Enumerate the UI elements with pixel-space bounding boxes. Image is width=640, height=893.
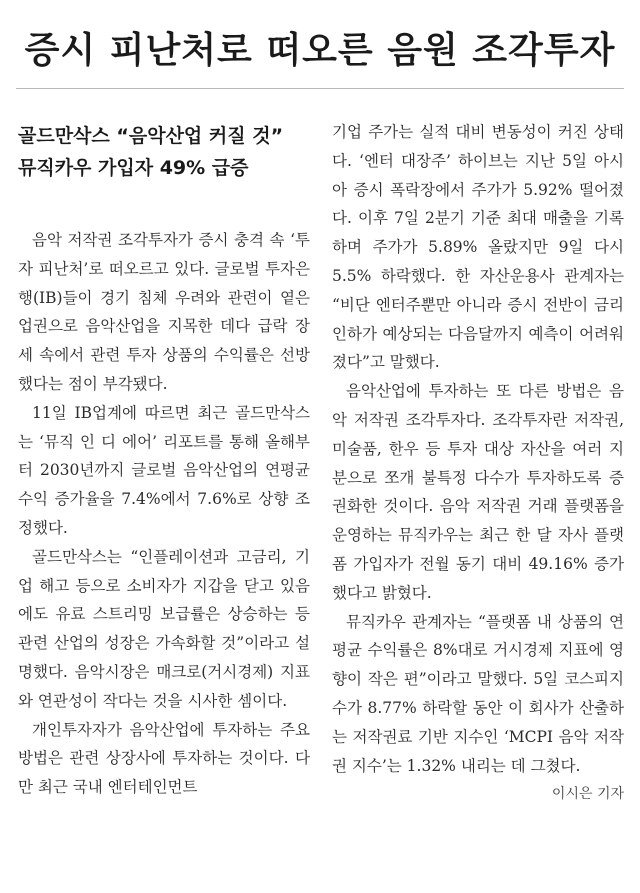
paragraph: 음악산업에 투자하는 또 다른 방법은 음악 저작권 조각투자다. 조각투자란 저작권, 미술품, 한우 등 투자 대상 자산을 여러 지분으로 쪼개 불특정 다수가 투자하도록 증권화한 것이다. 음악 저작권 거래 플랫폼을 운영하는 뮤직카우는 최근 한 달 자사 플랫폼 가입자가 전월 동기 대비 49.16% 증가했다고 밝혔다. [332, 382, 624, 602]
headline-divider [16, 88, 624, 89]
paragraph-text: 뮤직카우 관계자는 “플랫폼 내 상품의 연평균 수익률은 8%대로 거시경제 지표에 영향이 작은 편”이라고 말했다. 5일 코스피지수가 8.77% 하락할 동안 이 회사가 산출하는 저작권료 기반 지수인 ‘MCPI 음악 저작권 지수’는 1.32% 내리는 데 그쳤다. [332, 612, 624, 775]
subheadline [18, 120, 310, 184]
subheadline-line-1: 골드만삭스 “음악산업 커질 것” [18, 125, 284, 147]
paragraph: 음악 저작권 조각투자가 증시 충격 속 ‘투자 피난처’로 떠오르고 있다. 글로벌 투자은행(IB)들이 경기 침체 우려와 관련이 옅은 업권으로 음악산업을 지목한 데다 급락 장세 속에서 관련 투자 상품의 수익률은 선방했다는 점이 부각됐다. [18, 231, 310, 393]
article-left-column [18, 118, 310, 802]
article-right-column [332, 118, 624, 809]
headline: 증시 피난처로 떠오른 음원 조각투자 [24, 29, 616, 71]
paragraph: 기업 주가는 실적 대비 변동성이 커진 상태다. ‘엔터 대장주’ 하이브는 지난 5일 아시아 증시 폭락장에서 주가가 5.92% 떨어졌다. 이후 7일 2분기 기준 최대 매출을 기록하며 주가가 5.89% 올랐지만 9일 다시 5.5% 하락했다. 한 자산운용사 관계자는 “비단 엔터주뿐만 아니라 증시 전반이 금리 인하가 예상되는 다음달까지 예측이 어려워졌다”고 말했다. [332, 123, 624, 372]
byline: 이시은 기자 [551, 786, 624, 803]
subheadline-line-2: 뮤직카우 가입자 49% 급증 [18, 157, 249, 179]
paragraph-last [332, 608, 624, 803]
paragraph: 골드만삭스는 “인플레이션과 고금리, 기업 해고 등으로 소비자가 지갑을 닫고 있음에도 유료 스트리밍 보급률은 상승하는 등 관련 산업의 성장은 가속화할 것”이라고 설명했다. 음악시장은 매크로(거시경제) 지표와 연관성이 작다는 것을 시사한 셈이다. [18, 547, 310, 710]
paragraph: 개인투자자가 음악산업에 투자하는 주요 방법은 관련 상장사에 투자하는 것이다. 다만 최근 국내 엔터테인먼트 [18, 720, 310, 797]
paragraph: 11일 IB업계에 따르면 최근 골드만삭스는 ‘뮤직 인 디 에어’ 리포트를 통해 올해부터 2030년까지 글로벌 음악산업의 연평균 수익 증가율을 7.4%에서 7.6%로 상향 조정했다. [18, 403, 310, 537]
